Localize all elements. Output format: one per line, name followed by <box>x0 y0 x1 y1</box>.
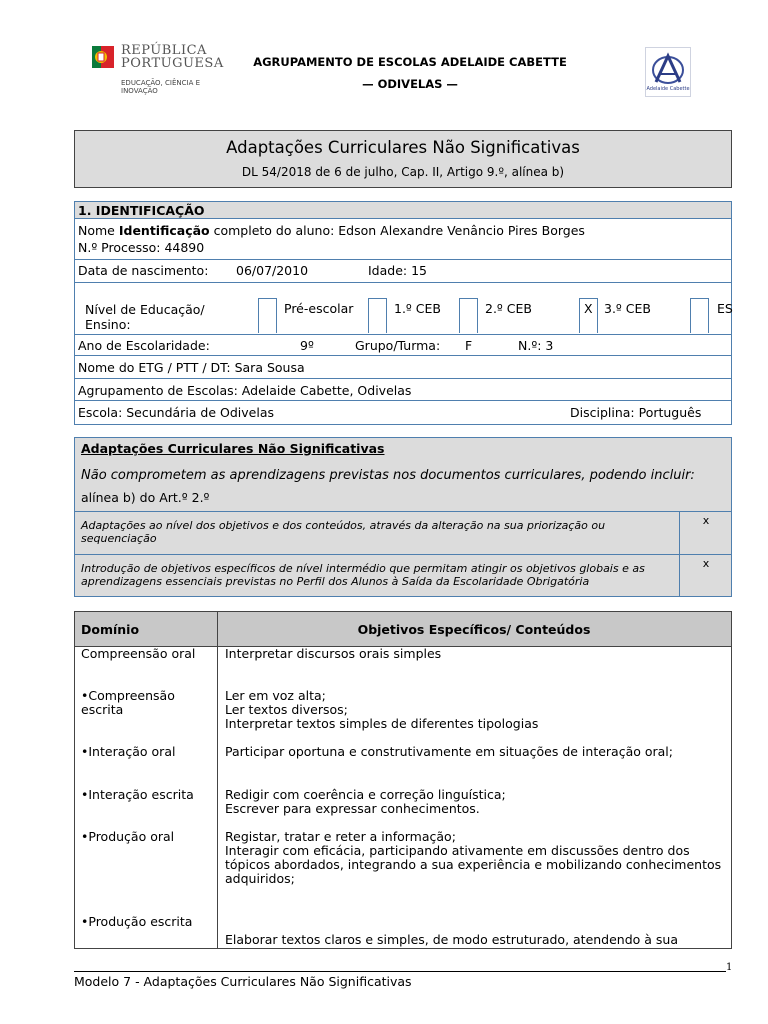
group-label: Grupo/Turma: <box>355 338 441 353</box>
objective-line: Ler textos diversos; <box>225 702 348 717</box>
objective-line: Interpretar discursos orais simples <box>225 646 442 661</box>
student-number: N.º: 3 <box>518 338 554 353</box>
objectives-cell <box>225 788 725 816</box>
document-subtitle: DL 54/2018 de 6 de julho, Cap. II, Artigo 9.º, alínea b) <box>241 165 565 179</box>
adaptation-text: Introdução de objetivos específicos de nível intermédio que permitam atingir os objetivos globais e as aprendizagens essenciais previstas no Perfil dos Alunos à Saída da Escolaridade Obrigatória <box>81 562 645 588</box>
objectives-cell <box>225 830 725 886</box>
adaptation-row <box>75 554 731 597</box>
school-year-value: 9º <box>300 338 314 353</box>
adaptation-row <box>75 511 731 554</box>
objective-line: Escrever para expressar conhecimentos. <box>225 801 480 816</box>
objectives-column-header: Objetivos Específicos/ Conteúdos <box>357 622 591 637</box>
domain-cell: •Interação oral <box>81 744 176 759</box>
school-group-row <box>75 378 731 401</box>
objective-line: Elaborar textos claros e simples, de modo estruturado, atendendo à sua <box>225 932 679 947</box>
identification-heading-row <box>75 202 731 219</box>
adaptations-box <box>74 437 732 597</box>
objective-line: Interagir com eficácia, participando ativamente em discussões dentro dos tópicos abordados, integrando a sua experiência e mobilizando conhecimentos adquiridos; <box>225 843 722 886</box>
level-pre-escolar: Pré-escolar <box>284 301 354 316</box>
checkbox-es[interactable] <box>690 298 709 333</box>
school-group: Agrupamento de Escolas: Adelaide Cabette, Odivelas <box>78 383 412 398</box>
birth-row <box>75 259 731 282</box>
objective-line: Registar, tratar e reter a informação; <box>225 829 456 844</box>
subject: Disciplina: Português <box>570 405 702 420</box>
group-value: F <box>465 338 473 353</box>
domain-column-header: Domínio <box>81 622 140 637</box>
domain-table-header <box>75 612 731 647</box>
age: Idade: 15 <box>368 263 427 278</box>
adaptations-title: Adaptações Curriculares Não Significativas <box>81 441 385 456</box>
school-emblem-icon <box>646 50 690 88</box>
checkbox-1-ceb[interactable] <box>368 298 387 333</box>
column-divider <box>217 612 218 948</box>
domain-cell: Compreensão oral <box>81 646 196 661</box>
logo-text-portuguesa: PORTUGUESA <box>121 56 224 71</box>
adaptation-mark-value: x <box>702 557 710 570</box>
student-name-line <box>78 223 585 238</box>
school-name: AGRUPAMENTO DE ESCOLAS ADELAIDE CABETTE <box>253 55 567 69</box>
school-row <box>75 400 731 425</box>
name-prefix: Nome <box>78 223 119 238</box>
adaptation-mark[interactable] <box>679 555 732 597</box>
objective-line: Participar oportuna e construtivamente em situações de interação oral; <box>225 744 673 759</box>
identification-heading: 1. IDENTIFICAÇÃO <box>78 203 205 218</box>
level-3-ceb: 3.º CEB <box>604 301 651 316</box>
school-logo-caption: Adelaide Cabette <box>646 86 690 92</box>
level-es: ES <box>717 301 733 316</box>
school-logo <box>645 47 691 97</box>
document-title-box <box>74 130 732 188</box>
domain-cell: •Produção oral <box>81 829 175 844</box>
checkbox-pre-escolar[interactable] <box>258 298 277 333</box>
objective-line: Interpretar textos simples de diferentes tipologias <box>225 716 539 731</box>
level-1-ceb: 1.º CEB <box>394 301 441 316</box>
adaptations-intro: Não comprometem as aprendizagens previstas nos documentos curriculares, podendo incluir: <box>81 468 695 483</box>
teacher-row <box>75 355 731 378</box>
objectives-cell <box>225 689 725 731</box>
logo-text-ministry: EDUCAÇÃO, CIÊNCIA E INOVAÇÃO <box>121 79 201 95</box>
checkbox-3-ceb-mark: X <box>584 301 593 316</box>
identification-table <box>74 201 732 425</box>
footer-text: Modelo 7 - Adaptações Curriculares Não Significativas <box>74 974 412 989</box>
domain-cell: •Compreensão escrita <box>81 688 175 717</box>
page-number: 1 <box>726 962 733 973</box>
domain-table <box>74 611 732 949</box>
logo-text-republica: REPÚBLICA <box>121 43 207 58</box>
objectives-cell <box>225 647 725 661</box>
objectives-cell <box>225 933 725 947</box>
education-level-label-2: Ensino: <box>85 317 131 332</box>
school-location: — ODIVELAS — <box>362 77 458 91</box>
checkbox-2-ceb[interactable] <box>459 298 478 333</box>
objectives-cell <box>225 745 725 759</box>
domain-cell: •Produção escrita <box>81 914 193 929</box>
domain-cell: •Interação escrita <box>81 787 194 802</box>
birthdate-label: Data de nascimento: <box>78 263 209 278</box>
teacher-name: Nome do ETG / PTT / DT: Sara Sousa <box>78 360 305 375</box>
objective-line: Redigir com coerência e correção linguística; <box>225 787 506 802</box>
school-year-label: Ano de Escolaridade: <box>78 338 210 353</box>
coat-of-arms-icon <box>90 42 116 78</box>
footer-rule <box>74 971 726 972</box>
education-level-label-1: Nível de Educação/ <box>85 302 205 317</box>
document-title: Adaptações Curriculares Não Significativas <box>226 138 580 157</box>
student-name-row <box>75 219 731 259</box>
checkbox-3-ceb[interactable] <box>579 298 598 333</box>
process-number: N.º Processo: 44890 <box>78 240 205 255</box>
level-2-ceb: 2.º CEB <box>485 301 532 316</box>
adaptations-alinea: alínea b) do Art.º 2.º <box>81 490 210 505</box>
school-year-row <box>75 334 731 356</box>
adaptation-mark[interactable] <box>679 512 732 554</box>
school: Escola: Secundária de Odivelas <box>78 405 275 420</box>
adaptation-mark-value: x <box>702 514 710 527</box>
adaptation-text: Adaptações ao nível dos objetivos e dos conteúdos, através da alteração na sua priorização ou sequenciação <box>81 519 606 545</box>
birthdate-value: 06/07/2010 <box>236 263 309 278</box>
objective-line: Ler em voz alta; <box>225 688 326 703</box>
name-bold-label: Identificação <box>118 223 210 238</box>
student-full-name: completo do aluno: Edson Alexandre Venâncio Pires Borges <box>209 223 585 238</box>
